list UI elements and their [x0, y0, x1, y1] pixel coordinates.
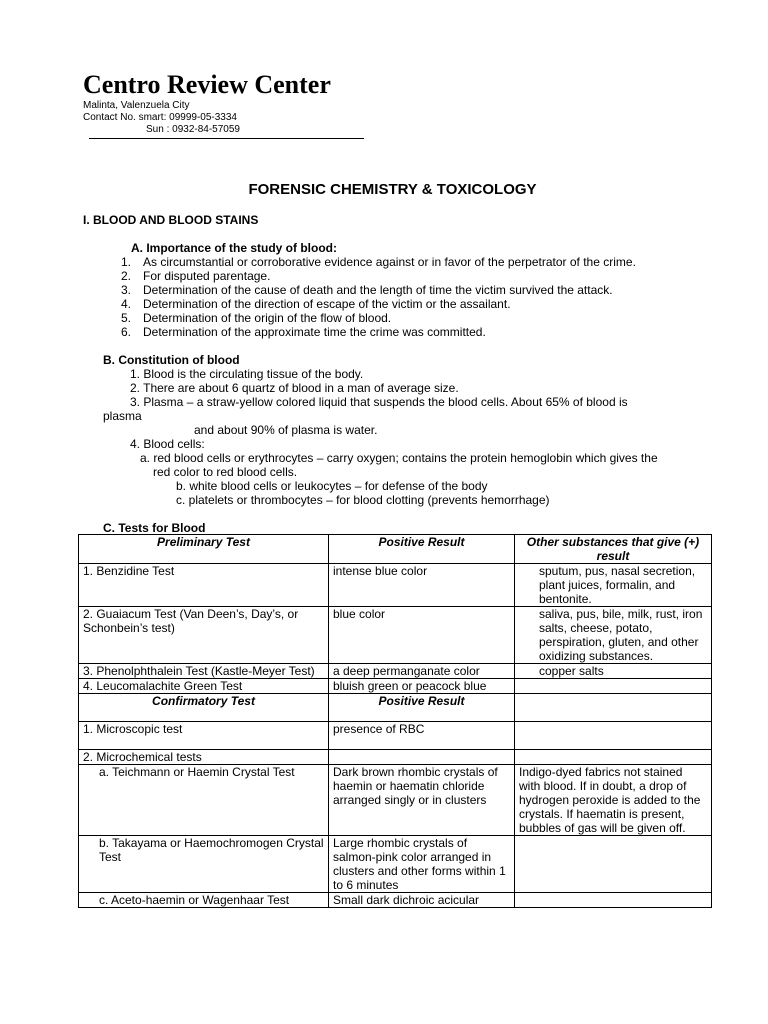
document-title: FORENSIC CHEMISTRY & TOXICOLOGY — [248, 181, 537, 198]
column-header: Positive Result — [329, 694, 515, 722]
list-item: 6. Determination of the approximate time the crime was committed. — [121, 325, 486, 339]
test-other: Indigo-dyed fabrics not stained with blood. If in doubt, a drop of hydrogen peroxide is added to the crystals. If haematin is present, bubbles of gas will be given off. — [515, 765, 712, 836]
column-header: Preliminary Test — [79, 535, 329, 564]
test-result: blue color — [329, 607, 515, 664]
test-other — [515, 750, 712, 765]
empty-cell — [515, 694, 712, 722]
test-name: b. Takayama or Haemochromogen Crystal Test — [79, 836, 329, 893]
blood-fact-2: 2. There are about 6 quartz of blood in a man of average size. — [130, 381, 459, 395]
test-name: 4. Leucomalachite Green Test — [79, 679, 329, 694]
white-blood-cells: b. white blood cells or leukocytes – for defense of the body — [176, 479, 488, 493]
test-other — [515, 836, 712, 893]
red-blood-cells: a. red blood cells or erythrocytes – carry oxygen; contains the protein hemoglobin which gives the — [140, 451, 658, 465]
test-name: 2. Microchemical tests — [79, 750, 329, 765]
test-result: bluish green or peacock blue — [329, 679, 515, 694]
subsection-b-heading: B. Constitution of blood — [103, 353, 240, 367]
list-item: 5. Determination of the origin of the flow of blood. — [121, 311, 392, 325]
blood-fact-3-cont2: and about 90% of plasma is water. — [194, 423, 378, 437]
subsection-c-heading: C. Tests for Blood — [103, 521, 206, 535]
test-other — [515, 722, 712, 750]
contact-sun: Sun : 0932-84-57059 — [146, 124, 240, 135]
test-name: 3. Phenolphthalein Test (Kastle-Meyer Test) — [79, 664, 329, 679]
column-header: Other substances that give (+) result — [515, 535, 712, 564]
contact-smart: Contact No. smart: 09999-05-3334 — [83, 112, 237, 123]
blood-tests-table — [78, 534, 712, 908]
table-row — [79, 722, 712, 750]
platelets: c. platelets or thrombocytes – for blood clotting (prevents hemorrhage) — [176, 493, 550, 507]
table-row — [79, 750, 712, 765]
test-other — [515, 893, 712, 908]
column-header: Positive Result — [329, 535, 515, 564]
list-item: 4. Determination of the direction of escape of the victim or the assailant. — [121, 297, 511, 311]
column-header: Confirmatory Test — [79, 694, 329, 722]
test-other: saliva, pus, bile, milk, rust, iron salts, cheese, potato, perspiration, gluten, and other oxidizing substances. — [515, 607, 712, 664]
table-row — [79, 664, 712, 679]
blood-fact-1: 1. Blood is the circulating tissue of the body. — [130, 367, 364, 381]
test-result: presence of RBC — [329, 722, 515, 750]
test-name: 1. Benzidine Test — [79, 564, 329, 607]
center-title: Centro Review Center — [83, 70, 331, 99]
blood-fact-3: 3. Plasma – a straw-yellow colored liquid that suspends the blood cells. About 65% of blood is — [130, 395, 628, 409]
test-other — [515, 679, 712, 694]
test-result — [329, 750, 515, 765]
test-result: Small dark dichroic acicular — [329, 893, 515, 908]
test-result: Dark brown rhombic crystals of haemin or haematin chloride arranged singly or in clusters — [329, 765, 515, 836]
list-item: 1. As circumstantial or corroborative evidence against or in favor of the perpetrator of the crime. — [121, 255, 636, 269]
subsection-a-heading: A. Importance of the study of blood: — [131, 241, 337, 255]
test-other: sputum, pus, nasal secretion, plant juices, formalin, and bentonite. — [515, 564, 712, 607]
test-name: a. Teichmann or Haemin Crystal Test — [79, 765, 329, 836]
header-divider — [89, 138, 364, 139]
blood-cells-heading: 4. Blood cells: — [130, 437, 205, 451]
test-result: intense blue color — [329, 564, 515, 607]
table-row — [79, 679, 712, 694]
red-blood-cells-cont: red color to red blood cells. — [153, 465, 298, 479]
test-result: Large rhombic crystals of salmon-pink color arranged in clusters and other forms within 1 to 6 minutes — [329, 836, 515, 893]
table-row — [79, 564, 712, 607]
test-name: 2. Guaiacum Test (Van Deen’s, Day’s, or Schonbein’s test) — [79, 607, 329, 664]
table-row — [79, 607, 712, 664]
test-result: a deep permanganate color — [329, 664, 515, 679]
section-heading: I. BLOOD AND BLOOD STAINS — [83, 213, 259, 227]
test-name: c. Aceto-haemin or Wagenhaar Test — [79, 893, 329, 908]
list-item: 3. Determination of the cause of death and the length of time the victim survived the attack. — [121, 283, 613, 297]
list-item: 2. For disputed parentage. — [121, 269, 271, 283]
table-row — [79, 893, 712, 908]
table-header-row — [79, 535, 712, 564]
center-address: Malinta, Valenzuela City — [83, 100, 190, 111]
test-other: copper salts — [515, 664, 712, 679]
test-name: 1. Microscopic test — [79, 722, 329, 750]
table-row — [79, 836, 712, 893]
blood-fact-3-cont: plasma — [103, 409, 142, 423]
table-subheader-row — [79, 694, 712, 722]
table-row — [79, 765, 712, 836]
